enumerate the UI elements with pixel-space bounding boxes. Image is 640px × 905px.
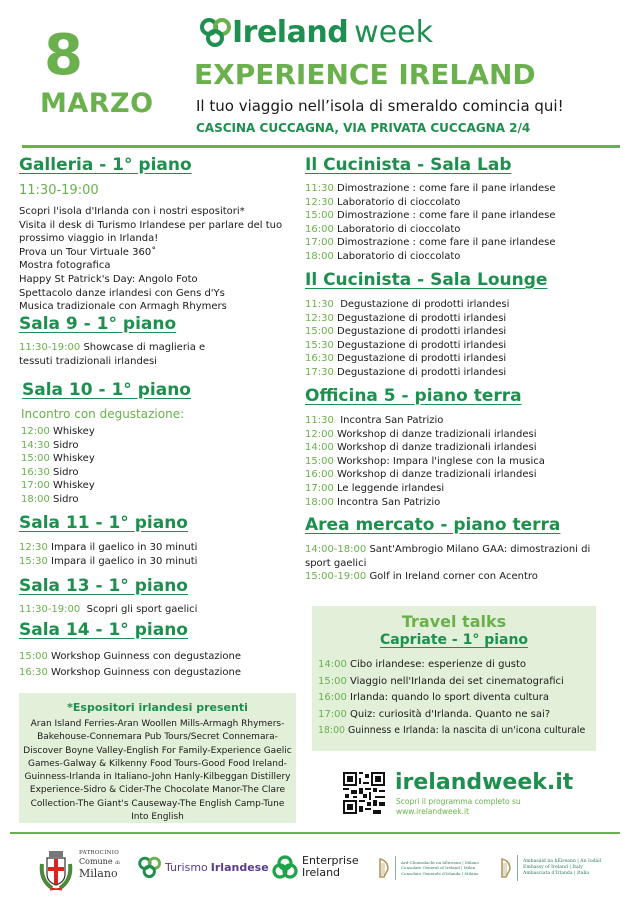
time: 11:30-19:00 xyxy=(19,342,81,353)
time: 12:30 xyxy=(19,542,48,553)
event-text: Workshop: Impara l'inglese con la musica xyxy=(337,455,545,467)
list-item xyxy=(318,690,596,707)
event-text: Workshop Guinness con degustazione xyxy=(51,651,242,662)
tagline: Il tuo viaggio nell’isola di smeraldo comincia qui! xyxy=(196,97,564,115)
qr-code-icon xyxy=(343,772,385,814)
event-text: Dimostrazione : come fare il pane irlandese xyxy=(337,237,556,249)
section-title-sala10: Sala 10 - 1° piano xyxy=(22,380,191,400)
embassy-line: Ambasciata d'Irlanda | Italia xyxy=(523,871,590,876)
list-item: tessuti tradizionali irlandesi xyxy=(19,355,157,367)
shamrock-icon xyxy=(200,17,232,47)
list-item xyxy=(21,425,95,439)
time: 12:00 xyxy=(21,426,50,437)
consulate-line: Consolato Generale d'Irlanda | Milano xyxy=(401,870,479,876)
sala-lab-list xyxy=(305,182,556,264)
enterprise-ireland-icon xyxy=(272,855,298,879)
time: 17:00 xyxy=(21,480,50,492)
event-text: Cibo irlandese: esperienze di gusto xyxy=(350,659,527,670)
event-day: 8 xyxy=(44,23,83,88)
event-month: MARZO xyxy=(40,88,154,119)
section-title-sala14: Sala 14 - 1° piano xyxy=(19,620,188,640)
exhibitors-line: Into English xyxy=(131,812,184,823)
list-item: Happy St Patrick's Day: Angolo Foto xyxy=(19,273,198,285)
list-item: Spettacolo danze irlandesi con Gens d'Ys xyxy=(19,287,225,299)
time: 17:00 xyxy=(318,708,347,720)
time: 15:30 xyxy=(19,555,48,567)
time: 11:30 xyxy=(305,183,334,194)
event-text: Workshop di danze tradizionali irlandesi xyxy=(337,442,537,454)
event-text: Dimostrazione : come fare il pane irlandese xyxy=(337,183,556,194)
event-text: Irlanda: quando lo sport diventa cultura xyxy=(350,692,549,704)
list-item xyxy=(21,493,95,507)
sala13-item xyxy=(19,603,197,617)
event-text: Sidro xyxy=(53,493,79,505)
time: 17:00 xyxy=(305,482,334,494)
list-item xyxy=(19,665,241,681)
exhibitors-line: Guinness-Irlanda in Italiano-John Hanly-Kilbeggan Distillery xyxy=(24,772,291,783)
time: 15:00 xyxy=(305,326,334,338)
event-text: Incontra San Patrizio xyxy=(337,496,441,508)
sala10-list xyxy=(21,425,95,507)
list-item: Scopri l'isola d'Irlanda con i nostri espositori* xyxy=(19,206,245,217)
consulate-text xyxy=(401,860,479,877)
time: 15:00 xyxy=(21,453,50,465)
turismo-label: Turismo xyxy=(165,860,208,874)
time: 12:30 xyxy=(305,196,334,208)
irlandese-label: Irlandese xyxy=(210,860,269,874)
time: 15:30 xyxy=(305,339,334,351)
embassy-line: Embassy of Ireland | Italy xyxy=(523,865,583,870)
list-item xyxy=(305,182,556,196)
embassy-divider xyxy=(517,855,518,881)
list-item xyxy=(305,223,556,237)
list-item xyxy=(305,312,509,326)
list-item xyxy=(19,649,241,665)
embassy-text xyxy=(523,859,601,877)
list-item xyxy=(305,570,590,584)
time: 16:30 xyxy=(21,466,50,478)
event-text: Whiskey xyxy=(53,480,95,492)
exhibitors-box xyxy=(19,693,296,823)
exhibitors-line: Collection-The Giant's Causeway-The English Camp-Tune xyxy=(30,798,285,809)
list-item xyxy=(305,543,590,557)
section-title-area-mercato: Area mercato - piano terra xyxy=(305,515,561,535)
consulate-logo xyxy=(378,856,479,880)
city-crest-icon xyxy=(38,848,74,892)
embassy-line: Ambasáid na hÉireann | An Iodáil xyxy=(523,859,602,864)
milano-label: Milano xyxy=(79,867,118,880)
list-item xyxy=(305,496,545,510)
travel-talks-subtitle: Capriate - 1° piano xyxy=(379,632,529,648)
event-text: Incontra San Patrizio xyxy=(340,415,444,426)
officina-list xyxy=(305,414,545,509)
time: 18:00 xyxy=(318,725,346,737)
exhibitors-line: Discover Boyne Valley-English For Family-Experience Gaelic xyxy=(23,745,292,756)
section-title-officina: Officina 5 - piano terra xyxy=(305,386,522,406)
event-text: Degustazione di prodotti irlandesi xyxy=(340,299,510,310)
exhibitors-line: Games-Galway & Kilkenny Food Tours-Good Food Ireland- xyxy=(28,758,287,769)
event-text: Sidro xyxy=(53,439,79,451)
list-item xyxy=(305,414,545,428)
time: 17:30 xyxy=(305,366,334,378)
sala10-subtitle xyxy=(21,407,184,421)
list-item xyxy=(305,339,509,353)
comune-label: Comune xyxy=(79,857,113,866)
venue-address: CASCINA CUCCAGNA, VIA PRIVATA CUCCAGNA 2/4 xyxy=(196,121,531,135)
event-text: Showcase di maglieria e xyxy=(83,342,206,353)
sala9-list xyxy=(19,341,205,368)
time: 11:30 xyxy=(305,299,334,310)
footer-divider xyxy=(10,832,620,834)
event-text: Laboratorio di cioccolato xyxy=(337,196,461,208)
event-text: Degustazione di prodotti irlandesi xyxy=(337,339,507,351)
event-text: Le leggende irlandesi xyxy=(337,482,445,494)
time: 17:00 xyxy=(305,237,334,249)
list-item xyxy=(305,482,545,496)
brand-name-bold: Ireland xyxy=(232,14,349,50)
sala-lounge-list xyxy=(305,298,509,380)
event-text: Workshop Guinness con degustazione xyxy=(51,667,242,678)
section-title-sala9: Sala 9 - 1° piano xyxy=(19,314,177,334)
exhibitors-line: Experience-Sidro & Cider-The Chocolate Manor-The Clare xyxy=(29,785,286,796)
list-item xyxy=(318,657,596,674)
list-item xyxy=(305,455,545,469)
exhibitors-title: *Espositori irlandesi presenti xyxy=(67,701,248,714)
patrocinio-label: PATROCINIO xyxy=(79,850,120,856)
sala14-list xyxy=(19,649,241,681)
time: 11:30-19:00 xyxy=(19,604,81,615)
list-item xyxy=(21,452,95,466)
event-text: Workshop di danze tradizionali irlandesi xyxy=(337,428,537,440)
enterprise-label: Enterprise xyxy=(302,854,359,867)
consulate-divider xyxy=(395,856,396,880)
list-item-continued: sport gaelici xyxy=(305,557,367,569)
exhibitors-line: Aran Island Ferries-Aran Woollen Mills-Armagh Rhymers- xyxy=(30,719,285,729)
exhibitors-list xyxy=(19,718,296,824)
list-item: Prova un Tour Virtuale 360˚ xyxy=(19,246,157,258)
galleria-list xyxy=(19,205,282,314)
time: 15:00 xyxy=(305,455,334,467)
list-item: prossimo viaggio in Irlanda! xyxy=(19,233,159,245)
event-text: Golf in Ireland corner con Acentro xyxy=(369,571,538,583)
time: 14:00-18:00 xyxy=(305,544,367,555)
time: 16:00 xyxy=(318,692,347,704)
comune-milano-crest xyxy=(38,848,74,892)
subtitle-text: Incontro con degustazione: xyxy=(21,407,185,421)
section-title-sala-lounge: Il Cucinista - Sala Lounge xyxy=(305,270,548,290)
event-text: Degustazione di prodotti irlandesi xyxy=(337,366,507,378)
list-item xyxy=(318,723,596,740)
time: 16:30 xyxy=(19,667,48,678)
sala11-list xyxy=(19,541,197,568)
comune-milano-text xyxy=(79,849,120,880)
area-mercato-list xyxy=(305,543,590,584)
time: 16:30 xyxy=(305,353,334,365)
website-line1: Scopri il programma completo su xyxy=(396,797,521,806)
time: 18:00 xyxy=(305,250,334,262)
time: 12:30 xyxy=(305,312,334,324)
website-description xyxy=(396,797,521,816)
consulate-line: Ard-Chonsalacht na hÉireann | Milano xyxy=(401,859,479,865)
time: 15:00-19:00 xyxy=(305,571,367,583)
list-item xyxy=(305,468,545,482)
headline: EXPERIENCE IRELAND xyxy=(194,58,536,91)
time: 18:00 xyxy=(21,493,50,505)
galleria-hours-text: 11:30-19:00 xyxy=(19,183,99,198)
section-title-sala13: Sala 13 - 1° piano xyxy=(19,576,188,596)
list-item xyxy=(305,428,545,442)
section-title-galleria: Galleria - 1° piano xyxy=(19,155,192,175)
travel-talks-list xyxy=(312,657,596,740)
time: 14:30 xyxy=(21,439,50,451)
event-text: Laboratorio di cioccolato xyxy=(337,223,461,235)
list-item xyxy=(305,298,509,312)
website-line2: www.irelandweek.it xyxy=(396,806,470,816)
shamrock-icon xyxy=(138,856,162,878)
event-text: Impara il gaelico in 30 minuti xyxy=(51,542,198,553)
di-label: di xyxy=(115,860,120,866)
galleria-hours xyxy=(19,183,99,199)
time: 18:00 xyxy=(305,496,334,508)
list-item xyxy=(305,366,509,380)
time: 16:00 xyxy=(305,223,334,235)
time: 15:00 xyxy=(19,651,48,662)
time: 15:00 xyxy=(305,210,334,222)
website-url[interactable]: irelandweek.it xyxy=(395,770,574,795)
embassy-logo xyxy=(500,855,601,881)
list-item xyxy=(19,555,197,569)
list-item xyxy=(21,439,95,453)
list-item xyxy=(318,674,596,691)
list-item: Musica tradizionale con Armagh Rhymers xyxy=(19,301,227,313)
enterprise-ireland-text xyxy=(302,855,359,879)
event-text: Whiskey xyxy=(53,453,95,465)
event-text: Workshop di danze tradizionali irlandesi xyxy=(337,469,537,481)
consulate-line: Consulate General of Ireland | Milan xyxy=(401,865,476,871)
list-item xyxy=(21,466,95,480)
turismo-irlandese-logo xyxy=(138,856,269,878)
list-item xyxy=(318,707,596,724)
header-divider xyxy=(22,145,620,148)
event-text: Guinness e Irlanda: la nascita di un'icona culturale xyxy=(348,725,586,737)
travel-talks-box xyxy=(312,606,596,751)
list-item xyxy=(305,209,556,223)
brand-name-light: week xyxy=(354,14,433,50)
list-item xyxy=(19,341,205,355)
event-text: Laboratorio di cioccolato xyxy=(337,250,461,262)
list-item xyxy=(305,236,556,250)
ireland-label: Ireland xyxy=(302,866,341,879)
enterprise-ireland-logo xyxy=(272,855,359,879)
list-item xyxy=(305,196,556,210)
list-item xyxy=(305,325,509,339)
event-text: Scopri gli sport gaelici xyxy=(86,604,198,615)
event-text: Sant'Ambrogio Milano GAA: dimostrazioni di xyxy=(369,544,591,555)
list-item xyxy=(305,250,556,264)
time: 14:00 xyxy=(318,659,347,670)
event-text: Impara il gaelico in 30 minuti xyxy=(51,555,198,567)
event-text: Quiz: curiosità d'Irlanda. Quanto ne sai? xyxy=(350,708,551,720)
time: 11:30 xyxy=(305,415,334,426)
qr-code[interactable] xyxy=(343,772,385,814)
event-text: Dimostrazione : come fare il pane irlandese xyxy=(337,210,556,222)
time: 15:00 xyxy=(318,675,347,687)
time: 14:00 xyxy=(305,442,334,454)
event-text: Degustazione di prodotti irlandesi xyxy=(337,353,507,365)
list-item: Mostra fotografica xyxy=(19,260,111,272)
harp-icon xyxy=(500,857,512,879)
event-text: Viaggio nell'Irlanda dei set cinematografici xyxy=(350,675,564,687)
section-title-sala-lab: Il Cucinista - Sala Lab xyxy=(305,155,512,175)
list-item xyxy=(305,441,545,455)
time: 16:00 xyxy=(305,469,334,481)
list-item: Visita il desk di Turismo Irlandese per parlare del tuo xyxy=(19,219,283,231)
travel-talks-title: Travel talks xyxy=(401,612,507,631)
list-item xyxy=(21,479,95,493)
event-text: Degustazione di prodotti irlandesi xyxy=(337,312,507,324)
section-title-sala11: Sala 11 - 1° piano xyxy=(19,513,188,533)
ireland-week-logo xyxy=(200,14,433,50)
list-item xyxy=(305,352,509,366)
event-text: Degustazione di prodotti irlandesi xyxy=(337,326,507,338)
time: 12:00 xyxy=(305,428,334,440)
list-item xyxy=(19,541,197,555)
event-text: Whiskey xyxy=(53,426,95,437)
event-text: Sidro xyxy=(53,466,79,478)
exhibitors-line: Bakehouse-Connemara Pub Tours/Secret Connemara- xyxy=(37,732,278,743)
harp-icon xyxy=(378,857,390,879)
